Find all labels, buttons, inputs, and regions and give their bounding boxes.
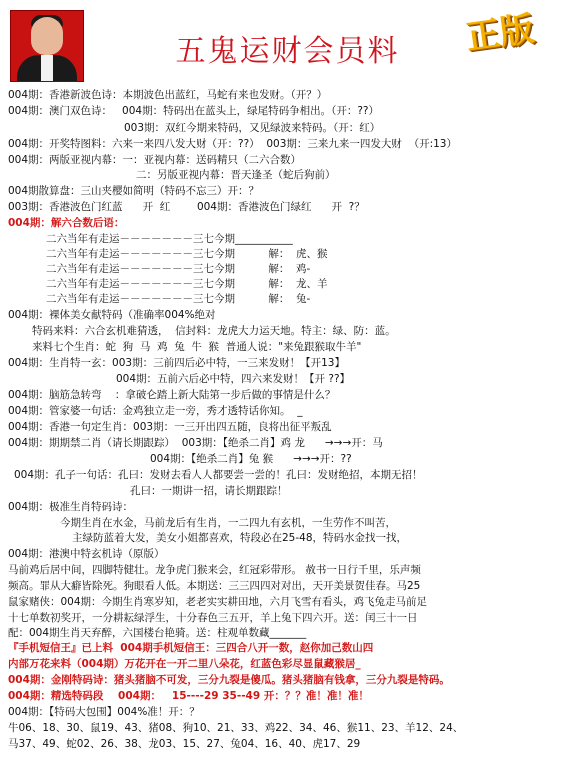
text-line: 004期：生肖特一玄：003期：三前四后必中特，一三来发财！【开13】 xyxy=(8,357,345,369)
text-line: 二六当年有走运－－－－－－－三七今期 解： 虎、猴 xyxy=(46,248,328,260)
text-line: 来料七个生肖：蛇 狗 马 鸡 兔 牛 猴 普通人说："来兔跟猴取牛羊" xyxy=(32,341,362,353)
text-line: 004期：极准生肖特码诗： xyxy=(8,501,134,513)
text-line: 二：另版亚视内幕：晋天逢圣（蛇后狗前） xyxy=(136,169,336,181)
text-line: 004期：孔子一句话：孔曰：发财去看人人都要尝一尝的！孔曰：发财绝招，本期无招！ xyxy=(14,469,423,481)
text-line: 004期散算盘：三山夹樱如简明（特码不忘三）开：？ xyxy=(8,185,260,197)
text-line: 二六当年有走运－－－－－－－三七今期 解： 龙、羊 xyxy=(46,278,328,290)
text-line: 004期：【绝杀二肖】兔 猴 →→→开：?? xyxy=(150,453,352,465)
text-line: 003期：双红今期来特码，又见绿波来特码。（开：红） xyxy=(124,122,381,134)
text-line: 鼠家赌侠：004期：今期生肖寒岁知，老老实实耕田地，六月飞雪有看头，鸡飞兔走马前足 xyxy=(8,596,428,608)
text-line: 今期生肖在水金，马前龙后有生肖，一二四九有玄机，一生劳作不叫苦， xyxy=(60,517,396,529)
text-line: 马前鸡后居中间，四脚特健壮。龙争虎门猴来会，红冠彩带形。 赦书一日行千里，乐声频 xyxy=(8,564,421,576)
text-line: 004期：两版亚视内幕：一：亚视内幕：送码精只（二六合数） xyxy=(8,154,302,166)
text-line: 004期：澳门双色诗： 004期：特码出在蓝头上，绿尾特码争相出。（开：??） xyxy=(8,105,379,117)
page-title: 五鬼运财会员料 xyxy=(175,34,400,69)
text-line: 004期：裸体美女献特码（准确率004%绝对 xyxy=(8,309,216,321)
zhengban-badge: 正版 xyxy=(463,8,537,59)
text-line: 配：004期生肖天弃醉，六国楼台艳骑。送：柱观单数藏_______ xyxy=(8,627,307,639)
text-line: 004期：香港新波色诗：本期波色出蓝红，马蛇有来也发财。（开？） xyxy=(8,89,328,101)
text-line: 频高。罪从大癖皆除死。狗眼看人低。本期送：三三四四对对出，天开美景贺佳春。马25 xyxy=(8,580,421,592)
text-line: 004期：精选特码段 004期： 15----29 35--49 开：？？准！准！准！ xyxy=(8,690,369,702)
text-line: 004期：金刚特码诗：猪头猪脑不可发，三分九裂是傻瓜。猪头猪脑有钱拿，三分九裂是特码。 xyxy=(8,674,450,686)
text-line: 二六当年有走运－－－－－－－三七今期___________ xyxy=(46,233,293,245)
text-line: 二六当年有走运－－－－－－－三七今期 解： 兔- xyxy=(46,293,311,305)
text-line: 004期：香港一句定生肖：003期：一三开出四五随，良将出征平叛乱 xyxy=(8,421,332,433)
text-line: 孔曰：一期讲一招，请长期跟踪！ xyxy=(130,485,288,497)
text-line: 二六当年有走运－－－－－－－三七今期 解： 鸡- xyxy=(46,263,311,275)
text-line: 主绿防蓝着大发，美女小姐都喜欢，特段必在25-48，特码水金找一找， xyxy=(72,532,408,544)
text-line: 004期：期期禁二肖（请长期跟踪） 003期：【绝杀二肖】鸡 龙 →→→开：马 xyxy=(8,437,383,449)
text-line: 004期：开奖特图料：六来一来四八发大财（开：??） 003期：三来九来一四发大财 （开:13） xyxy=(8,138,457,150)
text-line: 内部万花来料（004期）万花开在一开二里八朵花，红蓝色彩尽显鼠藏猴居_ xyxy=(8,658,361,670)
text-line: 003期：香港波色门红蓝 开 红 004期：香港波色门绿红 开 ?？ xyxy=(8,201,365,213)
text-line: 004期：管家婆一句话：金鸡独立走一旁，秀才透特话你知。 _ xyxy=(8,405,303,417)
text-line: 『手机短信王』已上料 004期手机短信王：三四合八开一数，赵你加己数山四 xyxy=(8,642,374,654)
text-line: 004期：解六合数后语： xyxy=(8,217,125,229)
text-line: 004期：港澳中特玄机诗（原版） xyxy=(8,548,165,560)
text-line: 004期：脑筋急转弯 ：拿破仑踏上新大陆第一步后做的事情是什么？ xyxy=(8,389,336,401)
text-line: 004期：【特码大包围】004%准！开：？ xyxy=(8,706,200,718)
text-line: 牛06、18、30、鼠19、43、猪08、狗10、21、33、鸡22、34、46、猴11、23、羊12、24、 xyxy=(8,722,464,734)
text-line: 004期：五前六后必中特，四六来发财！【开 ??】 xyxy=(116,373,351,385)
text-line: 特码来料：六合玄机难猜透， 信封料：龙虎大力运天地。特主：绿、防：蓝。 xyxy=(32,325,396,337)
text-line: 十七单数初奖开，一分耕耘绿浮生，十分春色三五开，羊上兔下四六开。送：闰三十一日 xyxy=(8,612,418,624)
text-line: 马37、49、蛇02、26、38、龙03、15、27、兔04、16、40、虎17、29 xyxy=(8,738,361,750)
